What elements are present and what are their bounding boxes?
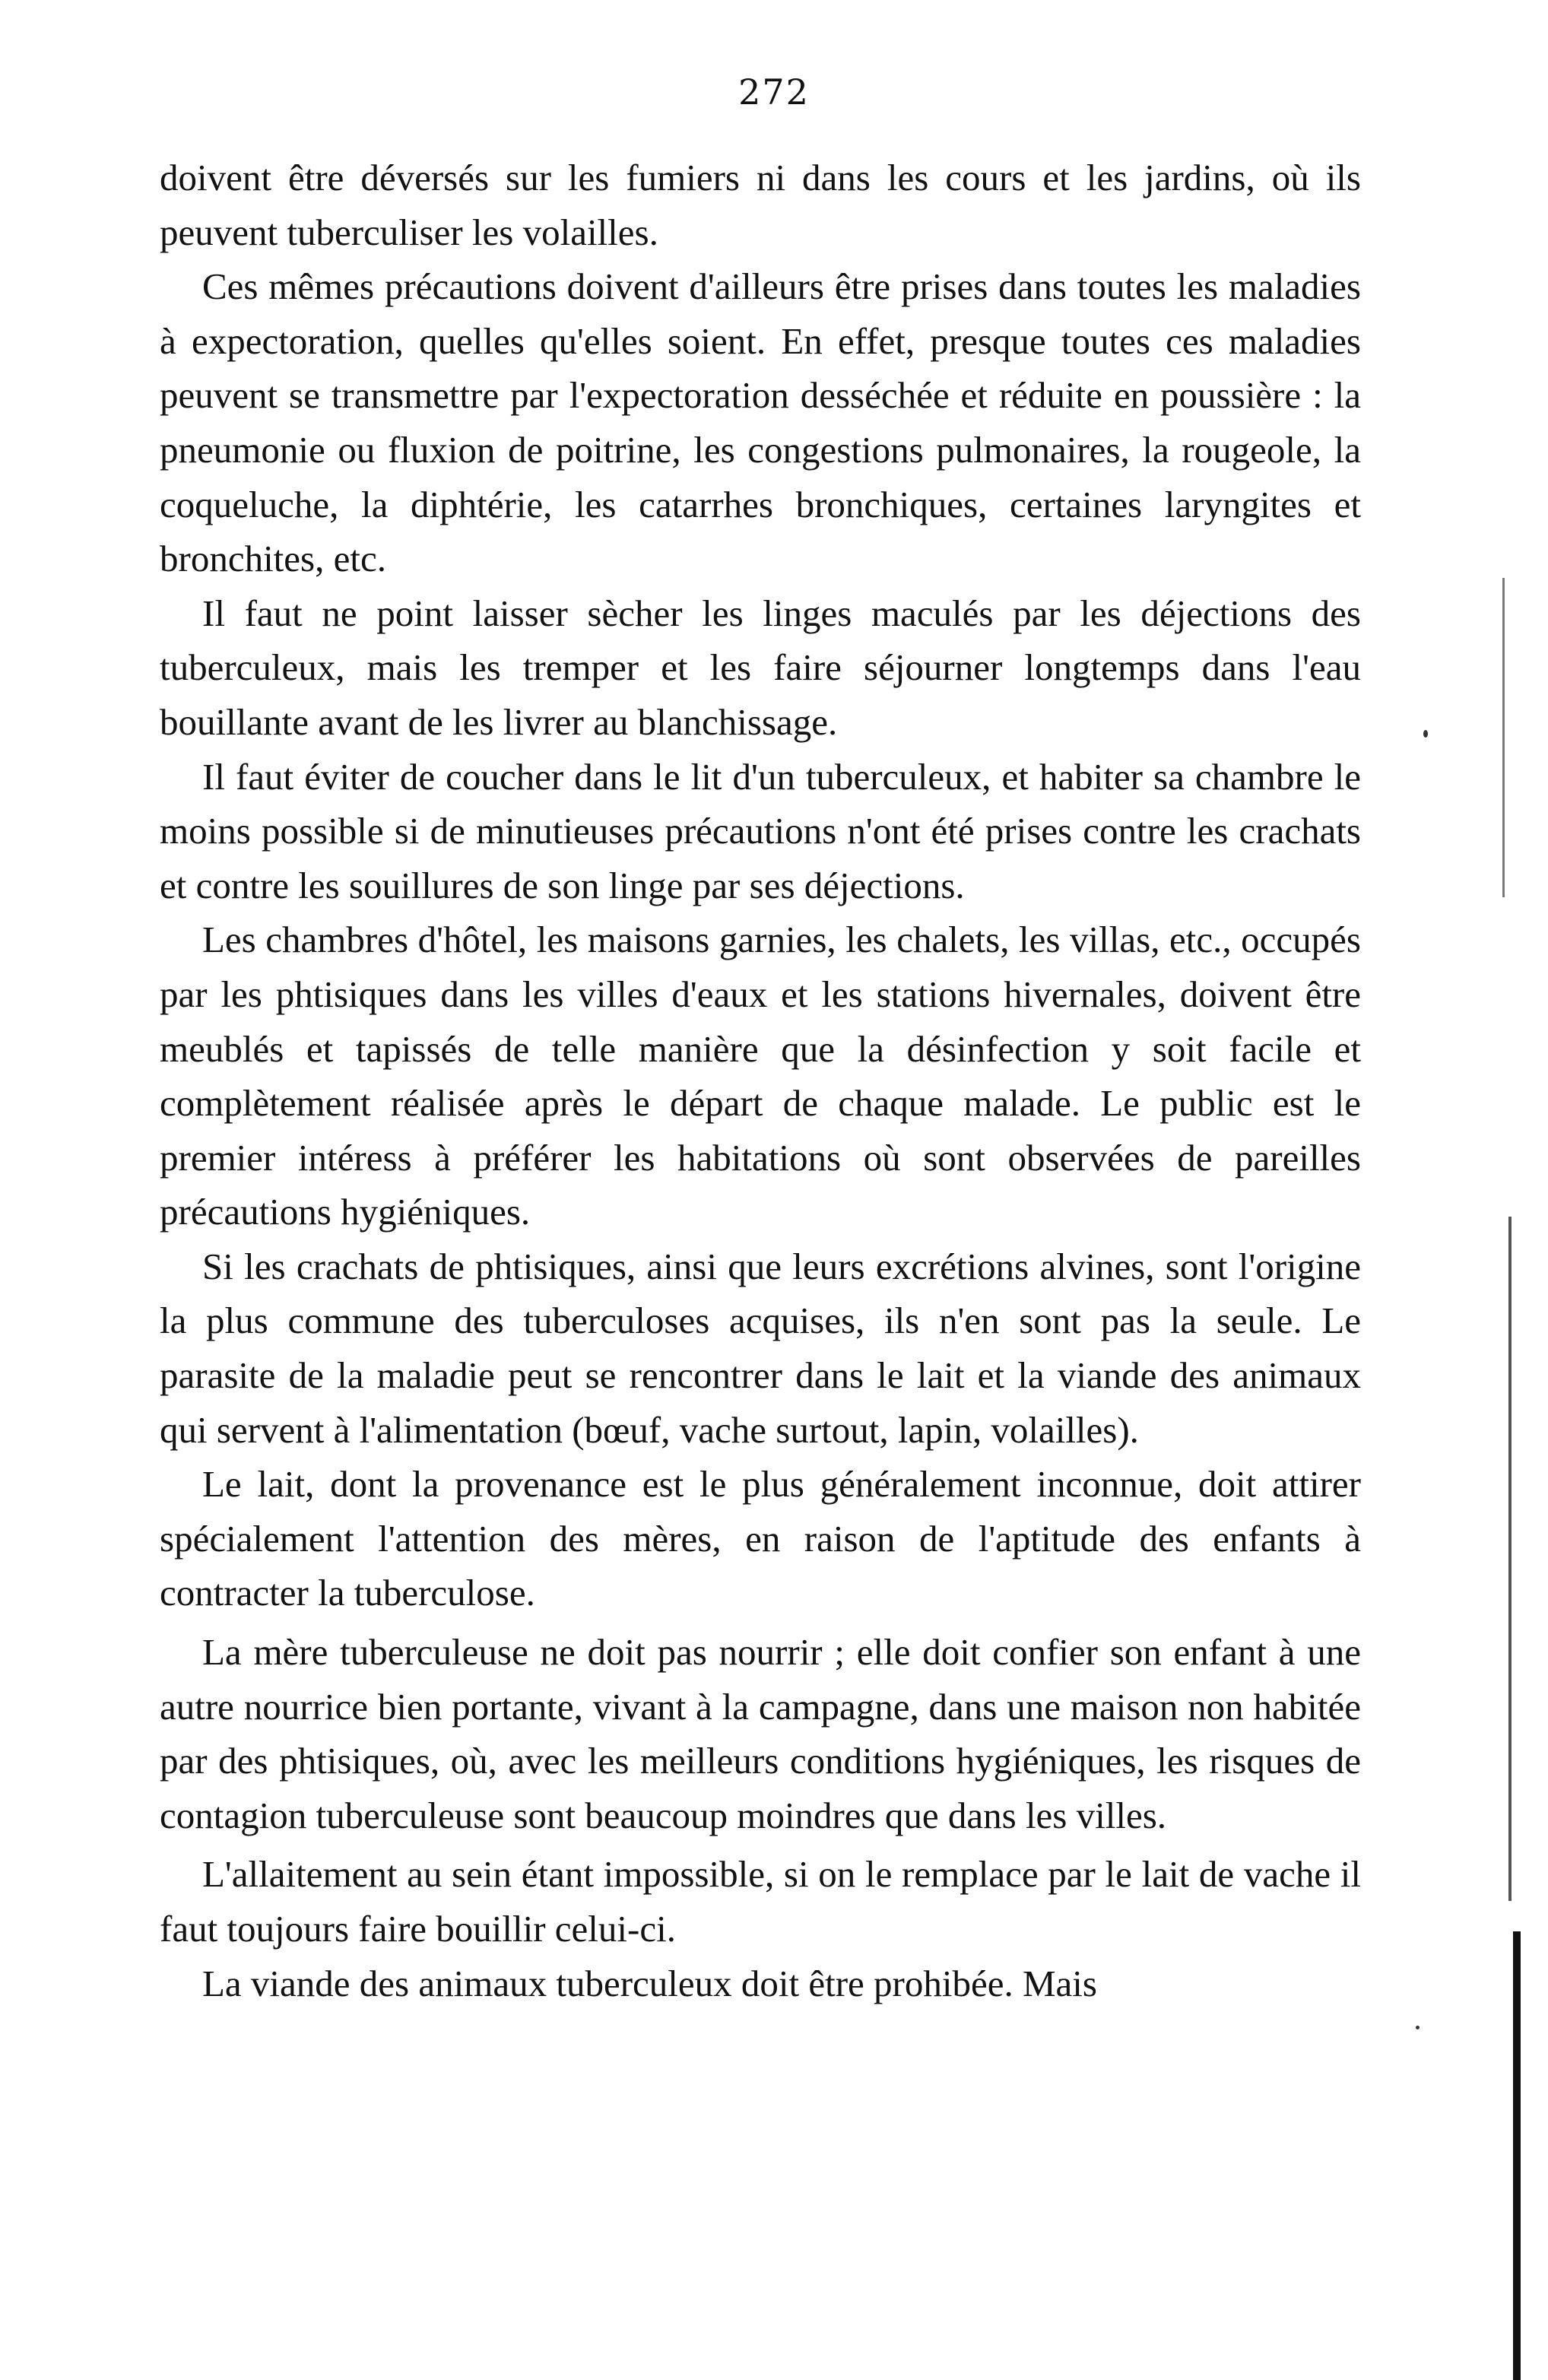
paragraph-expectoration bbox=[160, 259, 1361, 586]
paragraph-lait bbox=[160, 1457, 1361, 1620]
paragraph-chambres-text: Les chambres d'hôtel, les maisons garnies, les chalets, les villas, etc., occupés par les phtisiques dans les villes d'eaux et les stations hivernales, doivent être meublés et tapissés de telle manière que la désinfection y soit facile et complètement réalisée après le départ de chaque malade. Le public est le premier intéress à préférer les habitations où sont observées de pareilles précautions hygiéniques. bbox=[160, 919, 1361, 1233]
paragraph-expectoration-text: Ces mêmes précautions doivent d'ailleurs être prises dans toutes les maladies à expectoration, quelles qu'elles soient. En effet, presque toutes ces maladies peuvent se transmettre par l'expectoration desséchée et réduite en poussière : la pneumonie ou fluxion de poitrine, les congestions pulmonaires, la rougeole, la coqueluche, la diphtérie, les catarrhes bronchiques, certaines laryngites et bronchites, etc. bbox=[160, 265, 1361, 580]
paragraph-chambres bbox=[160, 912, 1361, 1239]
scan-speck bbox=[1416, 2026, 1420, 2029]
scan-speck bbox=[1423, 730, 1428, 738]
paragraph-crachats bbox=[160, 1239, 1361, 1457]
paragraph-mere bbox=[160, 1625, 1361, 1842]
body-text bbox=[160, 151, 1361, 2010]
paragraph-mere-text: La mère tuberculeuse ne doit pas nourrir ; elle doit confier son enfant à une autre nourrice bien portante, vivant à la campagne, dans une maison non habitée par des phtisiques, où, avec les meilleurs conditions hygiéniques, les risques de contagion tuberculeuse sont beaucoup moindres que dans les villes. bbox=[160, 1631, 1361, 1836]
paragraph-coucher bbox=[160, 750, 1361, 913]
scan-margin-shadow bbox=[1502, 578, 1505, 897]
paragraph-linges-text: Il faut ne point laisser sècher les linges maculés par les déjections des tuberculeux, mais les tremper et les faire séjourner longtemps dans l'eau bouillante avant de les livrer au blanchissage. bbox=[160, 592, 1361, 743]
paragraph-viande bbox=[160, 1956, 1361, 2011]
scan-margin-shadow bbox=[1508, 1217, 1512, 1901]
page-number: 272 bbox=[738, 71, 810, 113]
paragraph-allaitement-text: L'allaitement au sein étant impossible, si on le remplace par le lait de vache il faut toujours faire bouillir celui-ci. bbox=[160, 1853, 1361, 1950]
paragraph-allaitement bbox=[160, 1847, 1361, 1956]
paragraph-crachats-text: Si les crachats de phtisiques, ainsi que leurs excrétions alvines, sont l'origine la plus commune des tuberculoses acquises, ils n'en sont pas la seule. Le parasite de la maladie peut se rencontrer dans le lait et la viande des animaux qui servent à l'alimentation (bœuf, vache surtout, lapin, volailles). bbox=[160, 1245, 1361, 1451]
paragraph-viande-text: La viande des animaux tuberculeux doit être prohibée. Mais bbox=[202, 1962, 1097, 2004]
paragraph-coucher-text: Il faut éviter de coucher dans le lit d'un tuberculeux, et habiter sa chambre le moins possible si de minutieuses précautions n'ont été prises contre les crachats et contre les souillures de son linge par ses déjections. bbox=[160, 755, 1361, 906]
scan-margin-shadow bbox=[1513, 1931, 1521, 2380]
paragraph-linges bbox=[160, 586, 1361, 750]
paragraph-lait-text: Le lait, dont la provenance est le plus généralement inconnue, doit attirer spécialement l'attention des mères, en raison de l'aptitude des enfants à contracter la tuberculose. bbox=[160, 1463, 1361, 1614]
paragraph-continued: doivent être déversés sur les fumiers ni dans les cours et les jardins, où ils peuvent tuberculiser les volailles. bbox=[160, 157, 1361, 253]
